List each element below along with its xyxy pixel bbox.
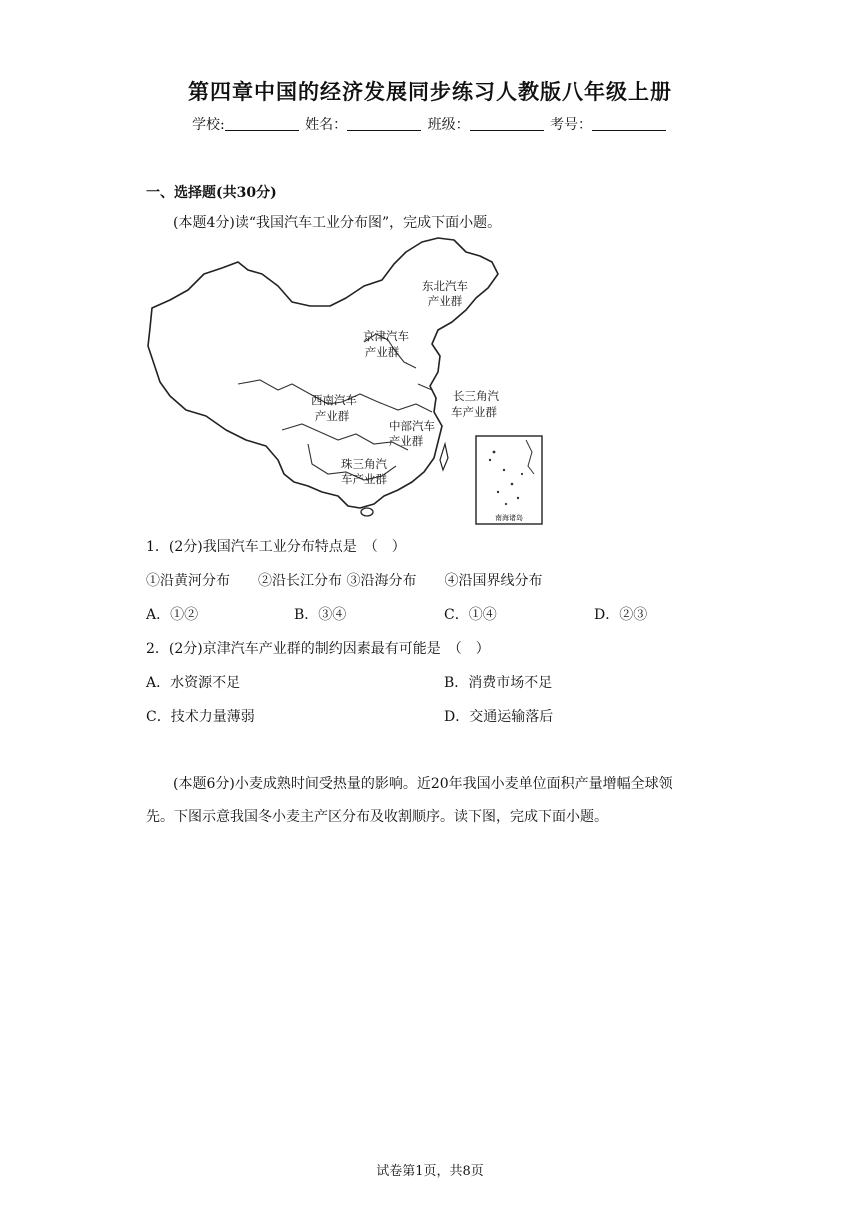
region-boundaries [238, 334, 432, 480]
page-footer: 试卷第1页，共8页 [376, 1164, 484, 1179]
label-central-line1: 中部汽车 [389, 419, 435, 433]
label-jingjin-line2: 产业群 [364, 345, 400, 359]
q2-option-c[interactable]: C．技术力量薄弱 [146, 709, 255, 725]
label-northeast-line1: 东北汽车 [422, 279, 468, 293]
inset-label: 南海诸岛 [495, 514, 523, 522]
q2-option-d[interactable]: D．交通运输落后 [444, 709, 554, 725]
label-yangtze-line1: 长三角汽 [453, 389, 499, 403]
q2-option-a[interactable]: A．水资源不足 [146, 675, 241, 691]
question-1-stem: 1．(2分)我国汽车工业分布特点是 （ ） [146, 539, 406, 555]
question-2-stem: 2．(2分)京津汽车产业群的制约因素最有可能是 （ ） [146, 641, 490, 657]
group2-intro-line1: (本题6分)小麦成熟时间受热量的影响。近20年我国小麦单位面积产量增幅全球领 [173, 776, 673, 792]
name-label: 姓名： [305, 117, 348, 133]
q1-option-a[interactable]: A．①② [146, 607, 199, 623]
hainan-island [361, 508, 373, 516]
south-china-sea-inset [476, 436, 542, 524]
label-jingjin-line1: 京津汽车 [363, 329, 409, 343]
exam-number-blank[interactable] [592, 116, 666, 131]
name-blank[interactable] [347, 116, 421, 131]
label-northeast-line2: 产业群 [427, 294, 463, 308]
exam-number-label: 考号： [550, 117, 593, 133]
school-label: 学校: [191, 117, 225, 133]
page-title: 第四章中国的经济发展同步练习人教版八年级上册 [188, 79, 672, 104]
q1-option-d[interactable]: D．②③ [594, 607, 648, 623]
q1-option-c[interactable]: C．①④ [444, 607, 497, 623]
label-southwest-line1: 西南汽车 [311, 393, 357, 407]
label-pearl-line1: 珠三角汽 [341, 457, 387, 471]
q1-option-b[interactable]: B．③④ [294, 607, 347, 623]
group2-intro-line2: 先。下图示意我国冬小麦主产区分布及收割顺序。读下图，完成下面小题。 [146, 809, 608, 825]
china-auto-industry-map [142, 234, 544, 526]
school-blank[interactable] [225, 116, 299, 131]
label-southwest-line2: 产业群 [314, 409, 350, 423]
group1-intro: (本题4分)读“我国汽车工业分布图”，完成下面小题。 [173, 215, 502, 231]
class-label: 班级： [427, 117, 470, 133]
class-blank[interactable] [470, 116, 544, 131]
label-pearl-line2: 车产业群 [341, 472, 387, 486]
taiwan-island [440, 444, 448, 470]
student-info-line [0, 114, 860, 134]
question-1-statements: ①沿黄河分布 ②沿长江分布 ③沿海分布 ④沿国界线分布 [146, 573, 543, 589]
q2-option-b[interactable]: B．消费市场不足 [444, 675, 553, 691]
label-central-line2: 产业群 [388, 434, 424, 448]
label-yangtze-line2: 车产业群 [451, 405, 497, 419]
section-heading: 一、选择题(共30分) [146, 185, 277, 201]
